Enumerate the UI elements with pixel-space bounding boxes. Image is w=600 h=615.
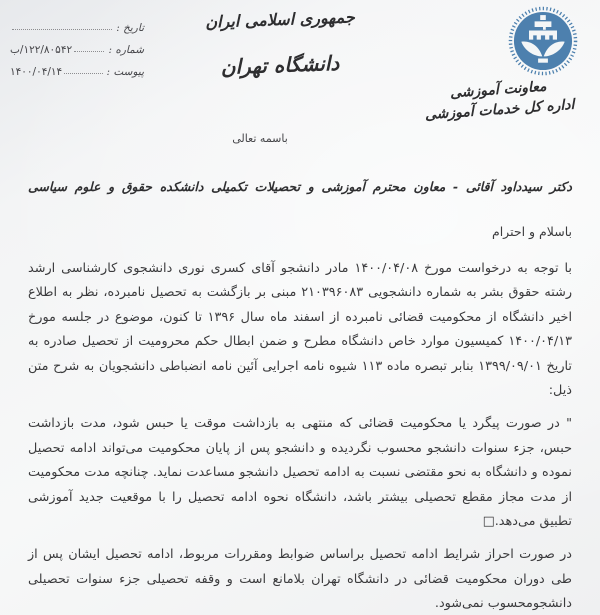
department-line1: معاونت آموزشی — [449, 78, 548, 102]
university-of-tehran-logo-icon — [508, 6, 578, 76]
body-paragraph-2: " در صورت پیگرد یا محکومیت قضائی که منتهی به بازداشت موقت یا حبس شود، مدت بازداشت حبس، جزء سنوات دانشجو محسوب نگردیده و دانشجو پس از پایان محکومیت می‌تواند ادامه تحصیل نموده و دانشگاه به نحو مقتضی نسبت به ادامه تحصیل دانشجو مساعدت نماید. چنانچه مدت محکومیت از مدت مجاز مقطع تحصیلی بیشتر باشد، دانشگاه نحوه ادامه تحصیل را با موقعیت جدید آموزشی تطبیق می‌دهد.□ — [28, 416, 572, 530]
university-title: دانشگاه تهران — [220, 50, 340, 80]
attachment-dotted-line — [64, 73, 102, 74]
attachment-value: ۱۴۰۰/۰۴/۱۴ — [10, 66, 63, 78]
letter-body — [28, 257, 572, 615]
meta-row-attachment — [10, 56, 144, 78]
letterhead-meta — [10, 12, 144, 78]
attachment-label: پیوست : — [106, 66, 144, 78]
republic-title: جمهوری اسلامی ایران — [205, 7, 355, 32]
letterhead-titles — [168, 7, 392, 80]
number-value: ۱۲۲/۸۰۵۴۲/ب — [10, 44, 73, 56]
meta-row-number — [10, 34, 144, 56]
recipient-line: دکتر سیدداود آقائی - معاون محترم آموزشی و تحصیلات تکمیلی دانشکده حقوق و علوم سیاسی — [28, 179, 572, 194]
invocation-text: باسمه تعالی — [232, 132, 288, 145]
meta-row-date — [10, 12, 144, 34]
date-label: تاریخ : — [116, 22, 144, 34]
number-dotted-line — [74, 51, 104, 52]
body-paragraph-1: با توجه به درخواست مورخ ۱۴۰۰/۰۴/۰۸ مادر دانشجو آقای کسری نوری دانشجوی کارشناسی ارشد رشته حقوق بشر به شماره دانشجویی ۲۱۰۳۹۶۰۸۳ مبنی بر بازگشت به تحصیل نامبرده، نظر به اطلاع اخیر دانشگاه از محکومیت قضائی نامبرده از اسفند ماه سال ۱۳۹۶ تا کنون، موضوع در جلسه مورخ ۱۴۰۰/۰۴/۱۳ کمیسیون موارد خاص دانشگاه مطرح و ضمن ابطال حکم محرومیت از تحصیل صادره به تاریخ ۱۳۹۹/۰۹/۰۱ بنابر تبصره ماده ۱۱۳ شیوه نامه اجرایی آئین نامه انضباطی دانشجویان به شرح متن ذیل: — [28, 261, 572, 399]
date-dotted-line — [12, 29, 112, 30]
salutation-line: باسلام و احترام — [491, 224, 572, 239]
body-paragraph-3: در صورت احراز شرایط ادامه تحصیل براساس ضوابط ومقررات مربوط، ادامه تحصیل ایشان پس از طی دوران محکومیت قضائی در دانشگاه تهران بلامانع است و وقفه تحصیلی جزء سنوات تحصیلی دانشجومحسوب نمی‌شود. — [28, 547, 572, 612]
department-line2: اداره کل خدمات آموزشی — [424, 96, 575, 124]
department-block — [413, 76, 585, 124]
number-label: شماره : — [108, 44, 144, 56]
